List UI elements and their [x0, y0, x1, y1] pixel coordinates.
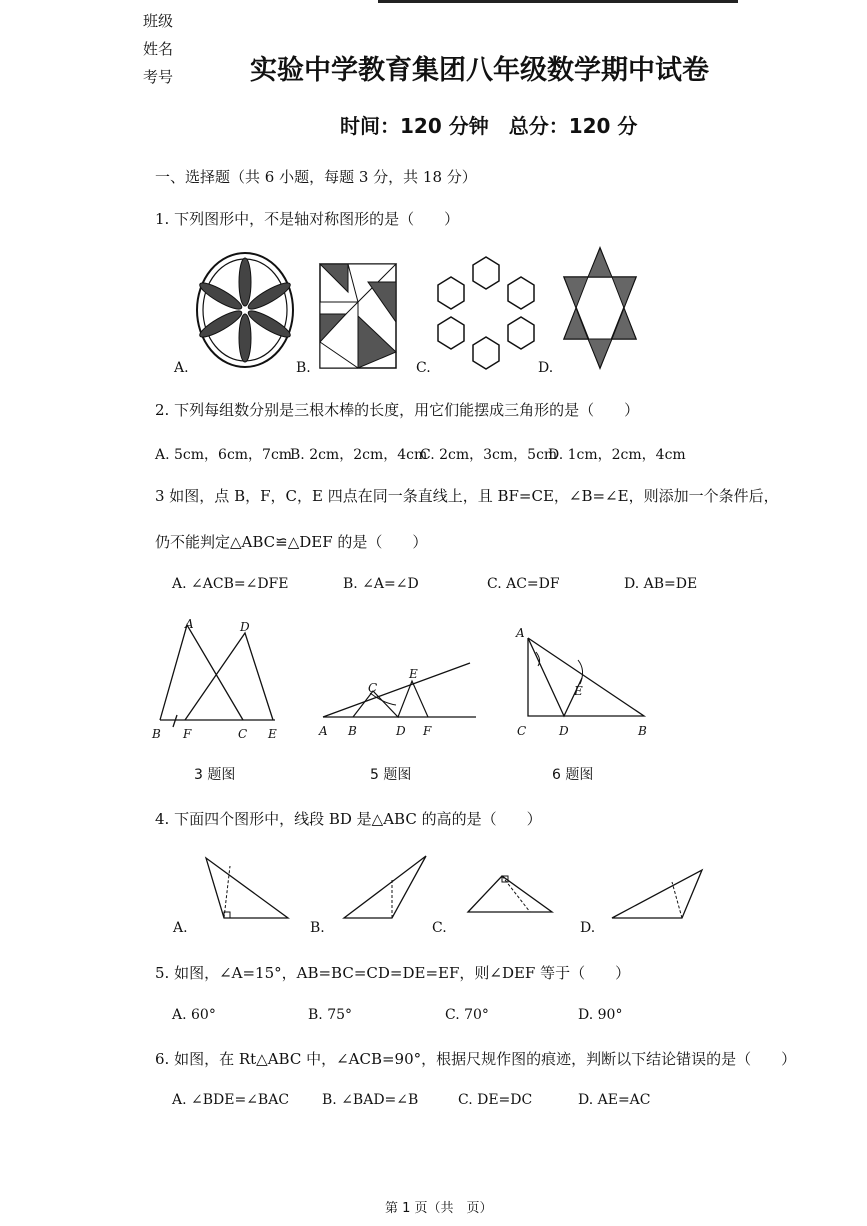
q6-option-d: D. AE=AC — [578, 1092, 651, 1108]
fig6-label-b: B — [638, 724, 647, 738]
top-border-line — [378, 0, 738, 3]
q4-figure-d — [610, 866, 710, 926]
figure-6-caption: 6 题图 — [552, 767, 594, 783]
section-heading: 一、选择题（共 6 小题，每题 3 分，共 18 分） — [155, 168, 477, 186]
page-footer: 第 1 页（共 页） — [385, 1201, 493, 1216]
q4-label-b: B. — [310, 920, 325, 936]
q4-figure-c — [464, 870, 559, 920]
exam-subtitle: 时间：120 分钟 总分：120 分 — [340, 114, 638, 138]
q4-label-c: C. — [432, 920, 447, 936]
q4-figure-a — [200, 852, 295, 922]
q5-option-a: A. 60° — [172, 1007, 216, 1023]
q4-label-a: A. — [173, 920, 188, 936]
figure-5-caption: 5 题图 — [370, 767, 412, 783]
name-label: 姓名 — [143, 40, 174, 58]
figure-3-caption: 3 题图 — [194, 767, 236, 783]
q5-option-d: D. 90° — [578, 1007, 623, 1023]
fig3-label-e: E — [268, 727, 277, 741]
q1-figure-c — [437, 257, 535, 369]
q2-option-b: B. 2cm，2cm，4cm — [290, 447, 428, 463]
q1-stem: 1. 下列图形中，不是轴对称图形的是（ ） — [155, 210, 460, 228]
fig6-label-e: E — [574, 684, 583, 698]
fig5-label-c: C — [368, 681, 378, 695]
q3-option-a: A. ∠ACB=∠DFE — [172, 576, 289, 592]
class-label: 班级 — [143, 12, 174, 30]
fig5-label-e: E — [409, 667, 418, 681]
q1-label-a: A. — [174, 360, 189, 376]
q4-label-d: D. — [580, 920, 596, 936]
q1-figure-d — [562, 246, 638, 370]
figure-6 — [520, 630, 650, 725]
figure-3 — [155, 615, 285, 730]
fig6-label-a: A — [516, 626, 525, 640]
q4-figure-b — [342, 852, 430, 922]
figure-5 — [318, 655, 478, 725]
q2-option-d: D. 1cm，2cm，4cm — [548, 447, 686, 463]
fig3-label-c: C — [238, 727, 248, 741]
fig3-label-a: A — [185, 617, 194, 631]
q3-option-d: D. AB=DE — [624, 576, 698, 592]
q3-option-b: B. ∠A=∠D — [343, 576, 419, 592]
q1-label-c: C. — [416, 360, 431, 376]
q3-stem-line2: 仍不能判定△ABC≌△DEF 的是（ ） — [155, 533, 428, 551]
fig3-label-f: F — [183, 727, 192, 741]
q2-option-c: C. 2cm，3cm，5cm — [420, 447, 558, 463]
exam-title: 实验中学教育集团八年级数学期中试卷 — [250, 55, 709, 86]
q2-stem: 2. 下列每组数分别是三根木棒的长度，用它们能摆成三角形的是（ ） — [155, 401, 640, 419]
q6-option-c: C. DE=DC — [458, 1092, 533, 1108]
q3-option-c: C. AC=DF — [487, 576, 560, 592]
q5-option-c: C. 70° — [445, 1007, 489, 1023]
fig6-label-d: D — [559, 724, 569, 738]
q5-stem: 5. 如图，∠A=15°，AB=BC=CD=DE=EF，则∠DEF 等于（ ） — [155, 964, 631, 982]
q1-label-b: B. — [296, 360, 311, 376]
fig3-label-d: D — [240, 620, 250, 634]
q1-figure-b — [318, 262, 398, 372]
q6-option-a: A. ∠BDE=∠BAC — [172, 1092, 290, 1108]
q1-figure-a — [195, 250, 295, 370]
student-id-label: 考号 — [143, 68, 174, 86]
q1-label-d: D. — [538, 360, 554, 376]
q4-stem: 4. 下面四个图形中，线段 BD 是△ABC 的高的是（ ） — [155, 810, 542, 828]
q5-option-b: B. 75° — [308, 1007, 353, 1023]
q2-option-a: A. 5cm，6cm，7cm — [155, 447, 293, 463]
fig5-label-b: B — [348, 724, 357, 738]
q3-stem-line1: 3 如图，点 B，F，C，E 四点在同一条直线上，且 BF=CE，∠B=∠E，则添加一个条件后， — [155, 487, 779, 505]
q6-option-b: B. ∠BAD=∠B — [322, 1092, 419, 1108]
fig5-label-a: A — [319, 724, 328, 738]
fig5-label-d: D — [396, 724, 406, 738]
fig6-label-c: C — [517, 724, 527, 738]
fig5-label-f: F — [423, 724, 432, 738]
q6-stem: 6. 如图，在 Rt△ABC 中，∠ACB=90°，根据尺规作图的痕迹，判断以下结论错误的是（ ） — [155, 1050, 797, 1068]
fig3-label-b: B — [152, 727, 161, 741]
